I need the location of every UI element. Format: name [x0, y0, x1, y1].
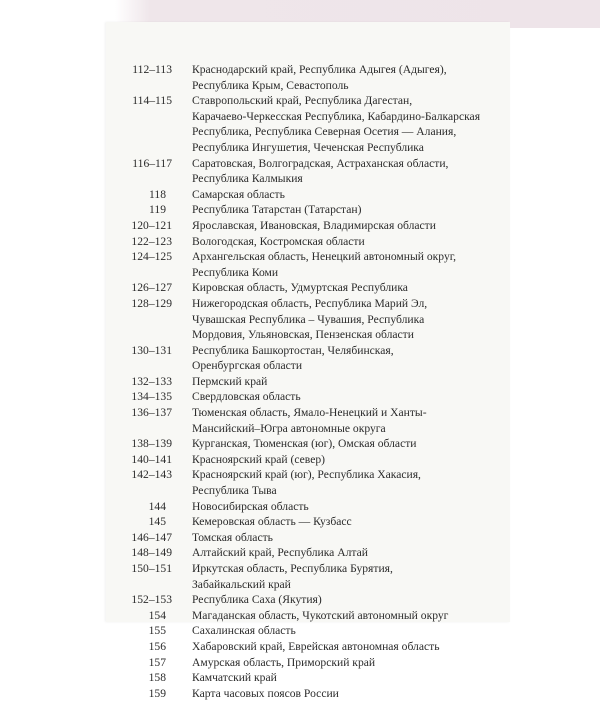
toc-page-range: 144 [148, 499, 166, 513]
toc-region-names [172, 389, 510, 405]
toc-text-line: Республика Ингушетия, Чеченская Республика [192, 140, 424, 154]
toc-page-range: 148–149 [131, 546, 172, 560]
toc-entry [106, 187, 510, 203]
toc-entry [106, 374, 510, 390]
toc-region-names [172, 202, 510, 218]
toc-region-names [172, 467, 510, 498]
toc-page-range: 155 [148, 624, 166, 638]
toc-region-names [172, 623, 510, 639]
toc-entry [106, 561, 510, 592]
toc-region-names [172, 156, 510, 187]
toc-region-names [172, 530, 510, 546]
toc-text-line: Республика, Республика Северная Осетия — Алания, [192, 125, 457, 139]
toc-page-range: 138–139 [131, 437, 172, 451]
toc-region-names [172, 592, 510, 608]
toc-text-line: Камчатский край [192, 671, 277, 685]
toc-text-line: Новосибирская область [192, 499, 309, 513]
toc-region-names [172, 280, 510, 296]
toc-region-names [172, 670, 510, 686]
toc-entry [106, 530, 510, 546]
toc-region-names [172, 218, 510, 234]
toc-page-range: 150–151 [131, 562, 172, 575]
toc-text-line: Пермский край [192, 374, 268, 388]
toc-text-line: Чувашская Республика – Чувашия, Республика [192, 312, 425, 326]
toc-text-line: Оренбургская области [192, 359, 303, 373]
toc-region-names [172, 343, 510, 374]
toc-region-names [172, 655, 510, 671]
toc-text-line: Сахалинская область [192, 624, 296, 638]
toc-page-range: 116–117 [132, 156, 172, 170]
toc-text-line: Республика Крым, Севастополь [192, 78, 349, 92]
toc-region-names [172, 639, 510, 655]
toc-text-line: Мансийский–Югра автономные округа [192, 421, 386, 435]
toc-text-line: Красноярский край (север) [192, 452, 325, 466]
toc-text-line: Республика Саха (Якутия) [192, 593, 322, 607]
toc-page-range: 158 [148, 671, 166, 685]
toc-page-range: 128–129 [131, 296, 172, 310]
toc-text-line: Республика Коми [192, 265, 279, 279]
toc-region-names [172, 187, 510, 203]
toc-page-range: 142–143 [131, 468, 172, 482]
toc-text-line: Карачаево-Черкесская Республика, Кабардино-Балкарская [192, 109, 481, 123]
toc-text-line: Республика Башкортостан, Челябинская, [192, 343, 394, 357]
toc-page-range: 146–147 [131, 530, 172, 544]
toc-region-names [172, 608, 510, 624]
toc-text-line: Самарская область [192, 187, 285, 201]
toc-page-range: 134–135 [131, 390, 172, 404]
toc-text-line: Архангельская область, Ненецкий автономный округ, [192, 250, 457, 264]
toc-page-range: 154 [148, 608, 166, 622]
toc-text-line: Ярославская, Ивановская, Владимирская области [192, 218, 436, 232]
toc-text-line: Республика Калмыкия [192, 172, 303, 186]
toc-entry [106, 499, 510, 515]
toc-entry [106, 655, 510, 671]
toc-region-names [172, 62, 510, 93]
book-page [106, 22, 510, 700]
toc-text-line: Хабаровский край, Еврейская автономная область [192, 639, 440, 653]
toc-region-names [172, 374, 510, 390]
toc-page-range: 140–141 [131, 452, 172, 466]
toc-entry [106, 514, 510, 530]
toc-entry [106, 436, 510, 452]
toc-text-line: Алтайский край, Республика Алтай [192, 546, 368, 560]
toc-entry [106, 218, 510, 234]
toc-page-range: 112–113 [132, 63, 172, 76]
toc-entry [106, 202, 510, 218]
toc-entry [106, 545, 510, 561]
toc-text-line: Республика Татарстан (Татарстан) [192, 203, 362, 217]
toc-page-range: 119 [149, 203, 166, 217]
toc-page-range: 132–133 [131, 374, 172, 388]
toc-text-line: Курганская, Тюменская (юг), Омская области [192, 437, 417, 451]
toc-page-range: 145 [148, 515, 166, 529]
toc-text-line: Томская область [192, 530, 273, 544]
toc-text-line: Магаданская область, Чукотский автономный округ [192, 608, 449, 622]
toc-text-line: Тюменская область, Ямало-Ненецкий и Ханты- [192, 406, 427, 420]
toc-page-range: 156 [148, 639, 166, 653]
toc-text-line: Вологодская, Костромская области [192, 234, 365, 248]
toc-text-line: Кемеровская область — Кузбасс [192, 515, 352, 529]
toc-entry [106, 389, 510, 405]
toc-region-names [172, 514, 510, 530]
toc-entry [106, 156, 510, 187]
toc-region-names [172, 93, 512, 155]
toc-text-line: Амурская область, Приморский край [192, 655, 376, 669]
toc-region-names [172, 545, 510, 561]
toc-entry [106, 686, 510, 701]
toc-text-line: Краснодарский край, Республика Адыгея (Адыгея), [192, 63, 447, 76]
toc-page-range: 114–115 [132, 94, 172, 108]
toc-entry [106, 608, 510, 624]
toc-page-range: 152–153 [131, 593, 172, 607]
toc-entry [106, 623, 510, 639]
toc-text-line: Карта часовых поясов России [192, 686, 339, 700]
toc-page-range: 126–127 [131, 281, 172, 295]
toc-page-range: 122–123 [131, 234, 172, 248]
toc-entry [106, 405, 510, 436]
toc-text-line: Саратовская, Волгоградская, Астраханская области, [192, 156, 449, 170]
toc-text-line: Мордовия, Ульяновская, Пензенская области [192, 328, 414, 342]
toc-region-names [172, 499, 510, 515]
toc-text-line: Иркутская область, Республика Бурятия, [192, 562, 393, 575]
toc-region-names [172, 405, 510, 436]
toc-entry [106, 452, 510, 468]
toc-region-names [172, 436, 510, 452]
toc-region-names [172, 234, 510, 250]
toc-text-line: Нижегородская область, Республика Марий Эл, [192, 296, 428, 310]
toc-entry [106, 280, 510, 296]
toc-text-line: Республика Тыва [192, 484, 277, 498]
toc-text-line: Забайкальский край [192, 577, 291, 591]
toc-page-range: 118 [149, 187, 166, 201]
toc-region-names [172, 561, 510, 592]
toc-entry [106, 467, 510, 498]
toc-entry [106, 592, 510, 608]
toc-entry [106, 234, 510, 250]
toc-region-names [172, 686, 510, 701]
toc-entry [106, 296, 510, 343]
table-of-contents [106, 62, 510, 701]
toc-entry [106, 62, 510, 93]
toc-page-range: 120–121 [131, 218, 172, 232]
toc-region-names [172, 296, 510, 343]
toc-page-range: 130–131 [131, 343, 172, 357]
toc-text-line: Красноярский край (юг), Республика Хакасия, [192, 468, 421, 482]
toc-entry [106, 343, 510, 374]
toc-text-line: Ставропольский край, Республика Дагестан, [192, 94, 413, 108]
toc-page-range: 157 [148, 655, 166, 669]
toc-entry [106, 670, 510, 686]
toc-text-line: Кировская область, Удмуртская Республика [192, 281, 408, 295]
toc-entry [106, 93, 510, 155]
toc-region-names [172, 452, 510, 468]
toc-page-range: 124–125 [131, 250, 172, 264]
toc-entry [106, 249, 510, 280]
toc-text-line: Свердловская область [192, 390, 301, 404]
toc-entry [106, 639, 510, 655]
toc-page-range: 159 [148, 686, 166, 700]
toc-page-range: 136–137 [131, 406, 172, 420]
toc-region-names [172, 249, 510, 280]
